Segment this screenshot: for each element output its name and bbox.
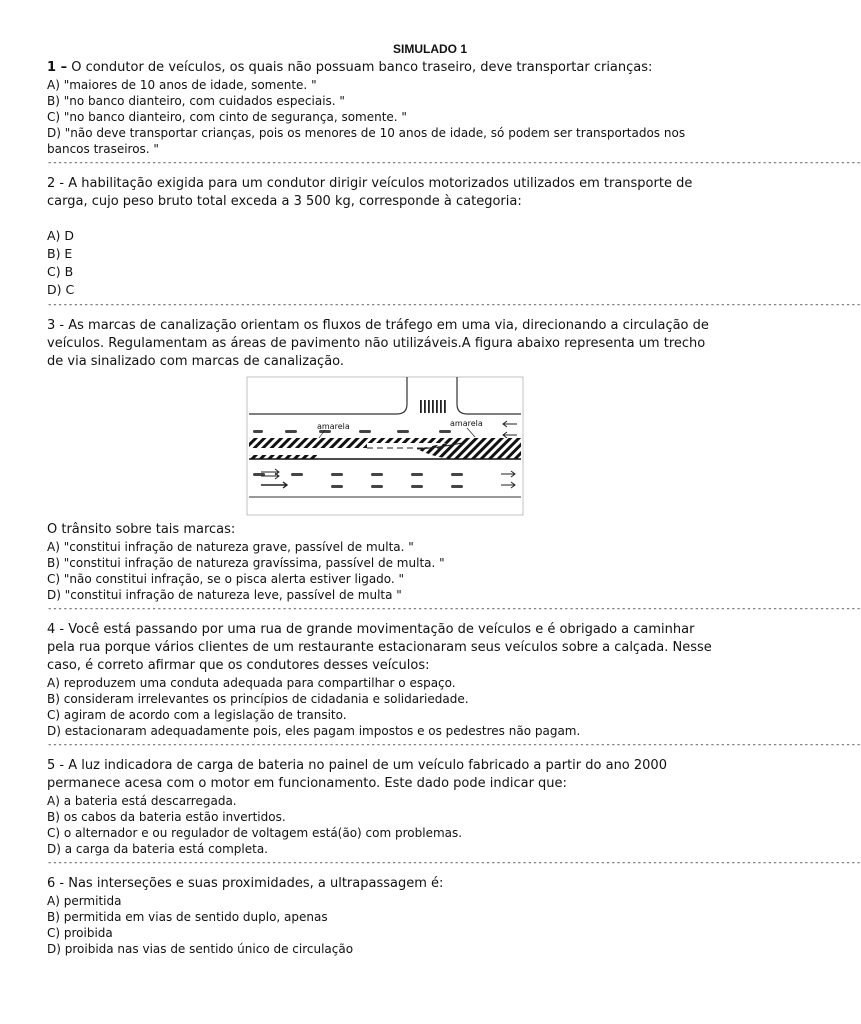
question-text: O condutor de veículos, os quais não possuam banco traseiro, deve transportar crianças: — [67, 60, 653, 75]
question-2 — [47, 175, 723, 299]
option-a: A) "constitui infração de natureza grave, passível de multa. " — [47, 540, 414, 554]
option-c: C) agiram de acordo com a legislação de transito. — [47, 708, 347, 722]
separator-line: ------------------------------------------------------------------------------------------------------------------------------------------------------------ — [47, 858, 861, 868]
question-text: Você está passando por uma rua de grande movimentação de veículos e é obrigado a caminhar pela rua porque vários clientes de um restaurante estacionaram seus veículos sobre a calçada. Nesse caso, é correto afirmar que os condutores desses veículos: — [47, 622, 712, 673]
option-a: A) D — [47, 228, 75, 243]
separator-line: ------------------------------------------------------------------------------------------------------------------------------------------------------------ — [47, 158, 861, 168]
option-d: D) a carga da bateria está completa. — [47, 842, 268, 856]
option-c: C) "no banco dianteiro, com cinto de segurança, somente. " — [47, 110, 407, 124]
option-b: B) "constitui infração de natureza gravíssima, passível de multa. " — [47, 556, 445, 570]
option-a: A) a bateria está descarregada. — [47, 794, 237, 808]
option-b: B) E — [47, 246, 73, 261]
separator-line: ------------------------------------------------------------------------------------------------------------------------------------------------------------ — [47, 740, 861, 750]
question-number: 1 – — [47, 60, 68, 75]
question-text: A habilitação exigida para um condutor dirigir veículos motorizados utilizados em transporte de carga, cujo peso bruto total exceda a 3 500 kg, corresponde à categoria: — [47, 176, 693, 209]
option-b: B) os cabos da bateria estão invertidos. — [47, 810, 286, 824]
question-1 — [47, 59, 723, 157]
option-d: D) "não deve transportar crianças, pois os menores de 10 anos de idade, só podem ser transportados nos bancos traseiros. " — [47, 126, 686, 156]
option-c: C) proibida — [47, 926, 113, 940]
option-b: B) permitida em vias de sentido duplo, apenas — [47, 910, 328, 924]
separator-line: ------------------------------------------------------------------------------------------------------------------------------------------------------------ — [47, 604, 861, 614]
option-c: C) o alternador e ou regulador de voltagem está(ão) com problemas. — [47, 826, 463, 840]
question-3 — [47, 317, 723, 603]
question-number: 4 - — [47, 622, 65, 637]
question-text: As marcas de canalização orientam os fluxos de tráfego em uma via, direcionando a circulação de veículos. Regulamentam as áreas de pavimento não utilizáveis.A figura abaixo representa um trecho de via sinalizado com marcas de canalização. — [47, 318, 709, 369]
document-page — [47, 42, 861, 957]
option-d: D) estacionaram adequadamente pois, eles pagam impostos e os pedestres não pagam. — [47, 724, 581, 738]
question-number: 6 - — [47, 876, 65, 891]
option-c: C) B — [47, 264, 74, 279]
question-6 — [47, 875, 723, 957]
option-d: D) proibida nas vias de sentido único de circulação — [47, 942, 354, 956]
question-number: 2 - — [47, 176, 65, 191]
option-b: B) consideram irrelevantes os princípios de cidadania e solidariedade. — [47, 692, 469, 706]
question-text: A luz indicadora de carga de bateria no painel de um veículo fabricado a partir do ano 2000 permanece acesa com o motor em funcionamento. Este dado pode indicar que: — [47, 758, 667, 791]
road-channelization-figure — [247, 377, 523, 515]
label-amarela-left: amarela — [317, 422, 350, 431]
option-d: D) "constitui infração de natureza leve, passível de multa " — [47, 588, 402, 602]
option-d: D) C — [47, 282, 75, 297]
question-5 — [47, 757, 723, 857]
question-number: 5 - — [47, 758, 65, 773]
option-a: A) permitida — [47, 894, 122, 908]
option-a: A) "maiores de 10 anos de idade, somente. " — [47, 78, 317, 92]
document-title: SIMULADO 1 — [392, 42, 467, 56]
option-a: A) reproduzem uma conduta adequada para compartilhar o espaço. — [47, 676, 456, 690]
option-c: C) "não constitui infração, se o pisca alerta estiver ligado. " — [47, 572, 405, 586]
question-text: Nas interseções e suas proximidades, a ultrapassagem é: — [64, 876, 444, 891]
separator-line: ------------------------------------------------------------------------------------------------------------------------------------------------------------ — [47, 300, 861, 310]
question-number: 3 - — [47, 318, 65, 333]
road-diagram — [247, 377, 523, 515]
option-b: B) "no banco dianteiro, com cuidados especiais. " — [47, 94, 345, 108]
question-stem-2: O trânsito sobre tais marcas: — [47, 522, 236, 537]
question-4 — [47, 621, 723, 739]
blank-line — [47, 211, 723, 227]
label-amarela-right: amarela — [450, 419, 483, 428]
